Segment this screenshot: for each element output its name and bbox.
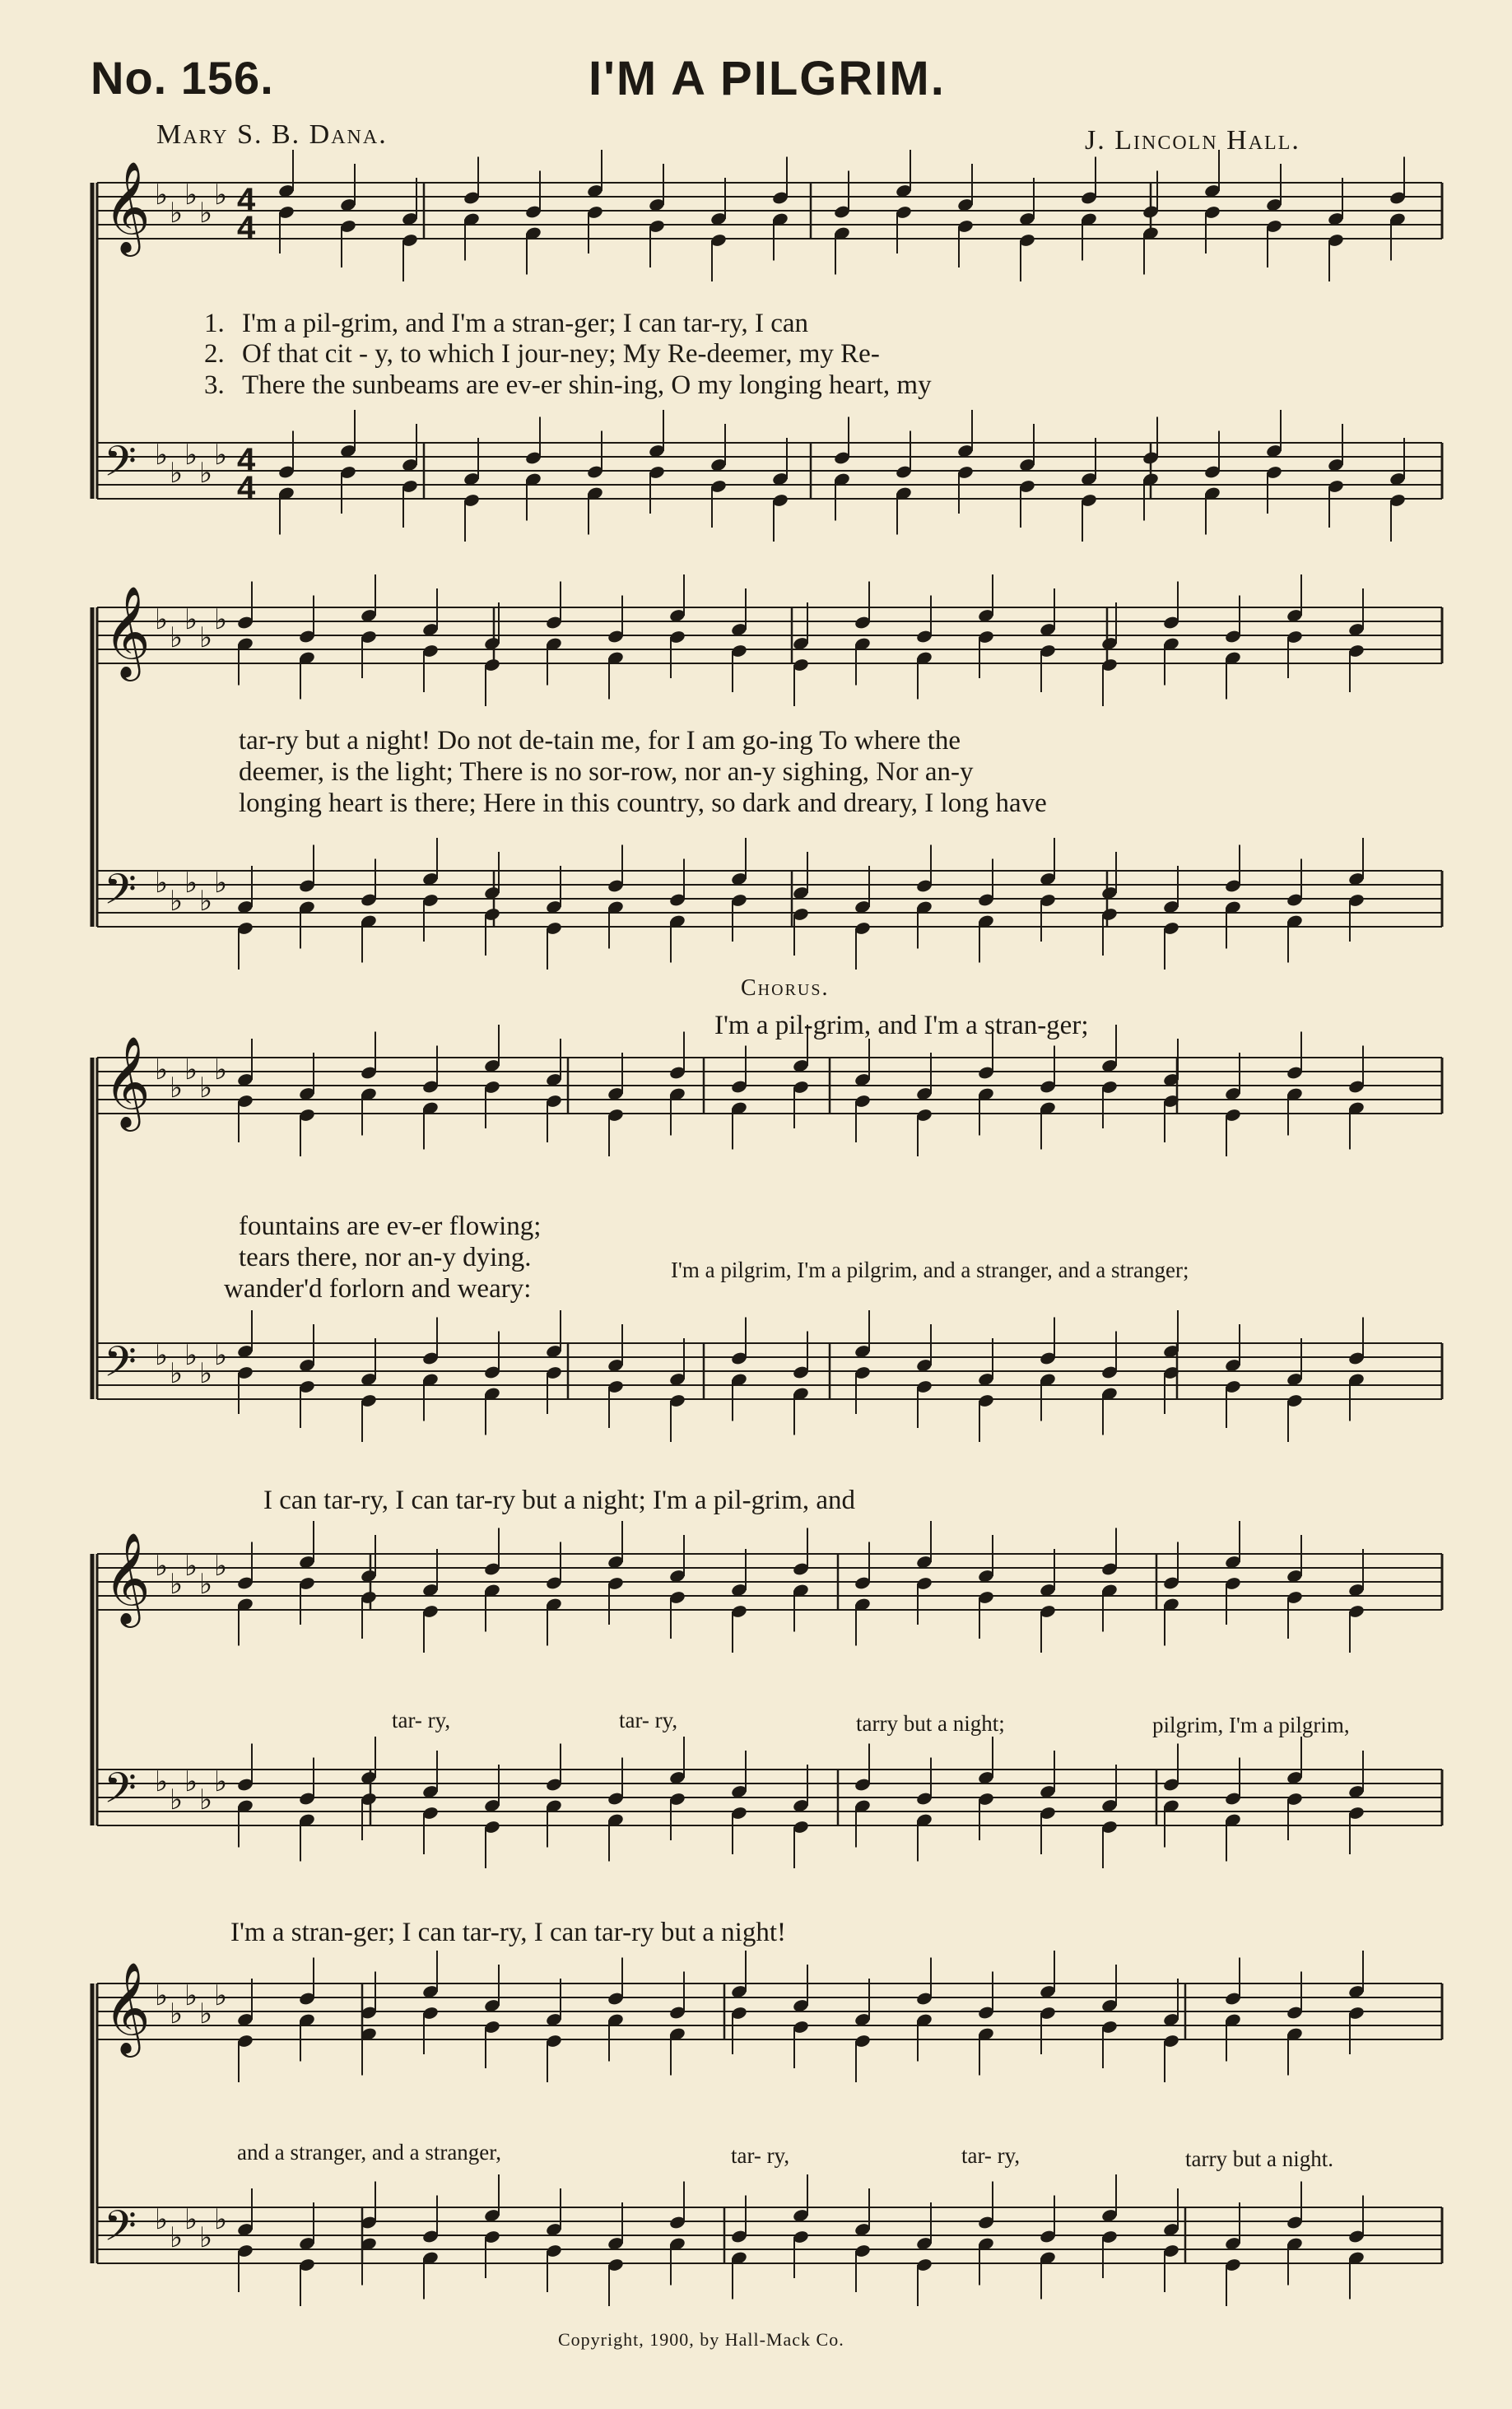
key-flat: ♭ bbox=[170, 1357, 184, 1390]
echo-tarry-1: tar- ry, bbox=[392, 1708, 451, 1732]
verse-line-3: 3. There the sunbeams are ev-er shin-ing, O my longing heart, my bbox=[204, 370, 932, 400]
key-flat: ♭ bbox=[184, 179, 198, 212]
lyricist: Mary S. B. Dana. bbox=[156, 119, 388, 150]
hymn-title: I'M A PILGRIM. bbox=[589, 52, 946, 105]
bass-clef: 𝄢 bbox=[104, 1337, 137, 1397]
key-flat: ♭ bbox=[155, 2203, 169, 2236]
bass-clef: 𝄢 bbox=[104, 1763, 137, 1823]
treble-clef: 𝄞 bbox=[104, 1961, 151, 2053]
key-flat: ♭ bbox=[184, 2203, 198, 2236]
key-flat: ♭ bbox=[199, 1072, 213, 1105]
key-flat: ♭ bbox=[155, 179, 169, 212]
bass-clef: 𝄢 bbox=[104, 436, 137, 496]
echo-pilgrim: pilgrim, I'm a pilgrim, bbox=[1152, 1713, 1350, 1737]
key-flat: ♭ bbox=[199, 621, 213, 654]
key-flat: ♭ bbox=[214, 1979, 228, 2012]
key-flat: ♭ bbox=[155, 1339, 169, 1372]
key-flat: ♭ bbox=[170, 1072, 184, 1105]
treble-clef: 𝄞 bbox=[104, 1532, 151, 1624]
composer: J. Lincoln Hall. bbox=[1085, 125, 1300, 156]
key-flat: ♭ bbox=[199, 197, 213, 230]
treble-clef: 𝄞 bbox=[104, 1035, 151, 1128]
key-flat: ♭ bbox=[155, 1550, 169, 1583]
key-flat: ♭ bbox=[199, 1783, 213, 1816]
chorus-lyric-2: I can tar-ry, I can tar-ry but a night; I'm a pil-grim, and bbox=[263, 1486, 856, 1515]
key-flat: ♭ bbox=[170, 2221, 184, 2254]
echo-tarry-night-2: tarry but a night. bbox=[1185, 2146, 1333, 2171]
key-flat: ♭ bbox=[184, 1053, 198, 1086]
key-flat: ♭ bbox=[155, 1765, 169, 1798]
time-signature: 4 bbox=[237, 470, 256, 506]
key-flat: ♭ bbox=[170, 621, 184, 654]
key-flat: ♭ bbox=[214, 603, 228, 636]
time-signature: 4 bbox=[237, 210, 256, 246]
key-flat: ♭ bbox=[214, 439, 228, 472]
verse-cont-line-1: tar-ry but a night! Do not de-tain me, for I am go-ing To where the bbox=[239, 726, 961, 756]
key-flat: ♭ bbox=[214, 179, 228, 212]
key-flat: ♭ bbox=[170, 885, 184, 918]
key-flat: ♭ bbox=[199, 1997, 213, 2030]
key-flat: ♭ bbox=[184, 603, 198, 636]
key-flat: ♭ bbox=[184, 1550, 198, 1583]
verse-cont-line-3: longing heart is there; Here in this country, so dark and dreary, I long have bbox=[239, 788, 1047, 818]
refrain-line-1: fountains are ev-er flowing; bbox=[239, 1211, 542, 1241]
key-flat: ♭ bbox=[199, 2221, 213, 2254]
key-flat: ♭ bbox=[155, 439, 169, 472]
chorus-lyric-3: I'm a stran-ger; I can tar-ry, I can tar-ry but a night! bbox=[230, 1918, 787, 1947]
refrain-line-2: tears there, nor an-y dying. bbox=[239, 1243, 532, 1272]
refrain-line-3: wander'd forlorn and weary: bbox=[224, 1274, 532, 1304]
echo-stranger: and a stranger, and a stranger, bbox=[237, 2140, 501, 2165]
treble-clef: 𝄞 bbox=[104, 585, 151, 677]
key-flat: ♭ bbox=[184, 439, 198, 472]
key-flat: ♭ bbox=[170, 1997, 184, 2030]
key-flat: ♭ bbox=[170, 457, 184, 490]
hymn-number: No. 156. bbox=[91, 52, 274, 104]
verse-line-1: 1. I'm a pil-grim, and I'm a stran-ger; I can tar-ry, I can bbox=[204, 309, 809, 338]
key-flat: ♭ bbox=[155, 603, 169, 636]
echo-tarry-2: tar- ry, bbox=[619, 1708, 678, 1732]
key-flat: ♭ bbox=[155, 867, 169, 900]
key-flat: ♭ bbox=[170, 197, 184, 230]
treble-clef: 𝄞 bbox=[104, 160, 151, 253]
key-flat: ♭ bbox=[214, 1765, 228, 1798]
key-flat: ♭ bbox=[199, 1357, 213, 1390]
copyright-notice: Copyright, 1900, by Hall-Mack Co. bbox=[558, 2329, 844, 2350]
time-signature: 4 bbox=[237, 442, 256, 478]
key-flat: ♭ bbox=[184, 1979, 198, 2012]
echo-tarry-4: tar- ry, bbox=[961, 2143, 1021, 2168]
chorus-lyric: I'm a pil-grim, and I'm a stran-ger; bbox=[714, 1011, 1089, 1040]
key-flat: ♭ bbox=[184, 867, 198, 900]
key-flat: ♭ bbox=[199, 885, 213, 918]
key-flat: ♭ bbox=[214, 1550, 228, 1583]
bass-clef: 𝄢 bbox=[104, 2201, 137, 2261]
bass-clef: 𝄢 bbox=[104, 864, 137, 924]
key-flat: ♭ bbox=[184, 1339, 198, 1372]
key-flat: ♭ bbox=[184, 1765, 198, 1798]
key-flat: ♭ bbox=[214, 867, 228, 900]
key-flat: ♭ bbox=[214, 2203, 228, 2236]
key-flat: ♭ bbox=[214, 1053, 228, 1086]
echo-tarry-night: tarry but a night; bbox=[856, 1711, 1005, 1736]
key-flat: ♭ bbox=[170, 1568, 184, 1601]
key-flat: ♭ bbox=[155, 1053, 169, 1086]
key-flat: ♭ bbox=[214, 1339, 228, 1372]
key-flat: ♭ bbox=[155, 1979, 169, 2012]
key-flat: ♭ bbox=[199, 457, 213, 490]
chorus-label: Chorus. bbox=[741, 975, 830, 1001]
key-flat: ♭ bbox=[199, 1568, 213, 1601]
time-signature: 4 bbox=[237, 182, 256, 218]
verse-cont-line-2: deemer, is the light; There is no sor-row, nor an-y sighing, Nor an-y bbox=[239, 757, 974, 787]
key-flat: ♭ bbox=[170, 1783, 184, 1816]
chorus-bass-echo: I'm a pilgrim, I'm a pilgrim, and a stranger, and a stranger; bbox=[671, 1258, 1189, 1282]
verse-line-2: 2. Of that cit - y, to which I jour-ney; My Re-deemer, my Re- bbox=[204, 339, 880, 369]
echo-tarry-3: tar- ry, bbox=[731, 2143, 790, 2168]
